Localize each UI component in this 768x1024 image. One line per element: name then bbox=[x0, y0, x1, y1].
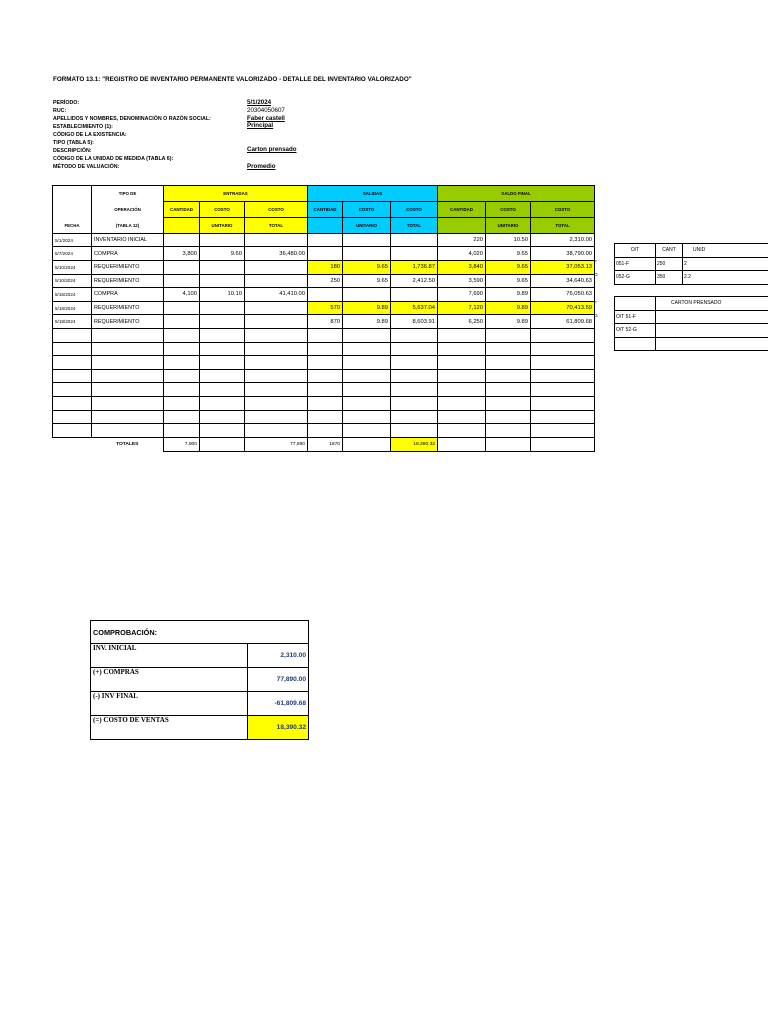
operacion-cell: COMPRA bbox=[92, 288, 164, 302]
periodo-label: PERÍODO: bbox=[53, 100, 80, 106]
costo-ventas-value: 18,390.32 bbox=[248, 716, 309, 740]
carton-header: CARTON PRENSADO bbox=[656, 297, 768, 311]
entradas-blank-header bbox=[164, 218, 200, 234]
cant-header: CANT bbox=[656, 244, 683, 258]
row-tag: G bbox=[594, 314, 598, 319]
salida-ct-cell bbox=[391, 247, 438, 261]
tipo-de-header: TIPO DE bbox=[92, 186, 164, 202]
cant-cell: 250 bbox=[656, 257, 683, 271]
entrada-cu-cell: 10.10 bbox=[200, 288, 245, 302]
saldo-cu-cell: 9.89 bbox=[486, 288, 531, 302]
salida-cantidad-cell: 870 bbox=[308, 315, 343, 329]
total-saldo-ct bbox=[531, 437, 595, 451]
unid-cell: 2.2 bbox=[683, 271, 768, 285]
salidas-costo-total-header: COSTO bbox=[391, 201, 438, 218]
empty-row bbox=[53, 342, 595, 356]
salida-ct-cell: 1,736.87 bbox=[391, 260, 438, 274]
saldo-cantidad-cell: 6,250 bbox=[438, 315, 486, 329]
row-tag: G bbox=[594, 273, 598, 278]
salidas-header: SALIDAS bbox=[308, 186, 438, 202]
table-row bbox=[53, 288, 595, 302]
saldo-costo-total-header: COSTO bbox=[531, 201, 595, 218]
saldo-ct-cell: 2,310.00 bbox=[531, 233, 595, 247]
row-tag: F bbox=[594, 301, 597, 306]
empty-row bbox=[53, 369, 595, 383]
fecha-header-cell bbox=[53, 186, 92, 202]
saldo-cantidad-cell: 3,840 bbox=[438, 260, 486, 274]
ot-cell: 051-F bbox=[615, 257, 656, 271]
inv-final-value: -61,809.68 bbox=[248, 692, 309, 716]
inv-inicial-label: INV. INICIAL bbox=[91, 644, 248, 668]
table-row bbox=[615, 324, 768, 338]
table-row bbox=[615, 337, 768, 351]
metodo-label: MÉTODO DE VALUACIÓN: bbox=[53, 164, 120, 170]
inv-final-label: (-) INV FINAL bbox=[91, 692, 248, 716]
entradas-costo-header: COSTO bbox=[200, 201, 245, 218]
ruc-label: RUC: bbox=[53, 108, 67, 114]
total-entradas-cantidad: 7,900 bbox=[164, 437, 200, 451]
total-entradas-cu bbox=[200, 437, 245, 451]
ot-cell: 052-G bbox=[615, 271, 656, 285]
saldo-cu-cell: 9.65 bbox=[486, 274, 531, 288]
establecimiento-value: Principal bbox=[247, 122, 274, 129]
saldo-cantidad-cell: 3,590 bbox=[438, 274, 486, 288]
entrada-ct-cell bbox=[245, 315, 308, 329]
salidas-total-header: TOTAL bbox=[391, 218, 438, 234]
entrada-ct-cell: 41,410.00 bbox=[245, 288, 308, 302]
entrada-cantidad-cell bbox=[164, 301, 200, 315]
salida-ct-cell bbox=[391, 288, 438, 302]
saldo-ct-cell: 61,809.68 bbox=[531, 315, 595, 329]
compras-value: 77,890.00 bbox=[248, 668, 309, 692]
operacion-header: OPERACIÓN bbox=[92, 201, 164, 218]
salidas-unitario-header: UNITARIO bbox=[343, 218, 391, 234]
ot52-value bbox=[656, 324, 768, 338]
operacion-cell: REQUERIMIENTO bbox=[92, 315, 164, 329]
fecha-header: FECHA bbox=[53, 218, 92, 234]
entrada-ct-cell bbox=[245, 301, 308, 315]
salida-cantidad-cell: 570 bbox=[308, 301, 343, 315]
empty-row bbox=[53, 383, 595, 397]
unidad-medida-label: CÓDIGO DE LA UNIDAD DE MEDIDA (TABLA 6): bbox=[53, 156, 174, 162]
ot-header: O/T bbox=[615, 244, 656, 258]
salida-ct-cell: 2,412.50 bbox=[391, 274, 438, 288]
costo-ventas-label: (=) COSTO DE VENTAS bbox=[91, 716, 248, 740]
salida-cu-cell bbox=[343, 288, 391, 302]
entrada-cu-cell bbox=[200, 301, 245, 315]
total-saldo-cu bbox=[486, 437, 531, 451]
salida-ct-cell: 5,637.04 bbox=[391, 301, 438, 315]
saldo-cu-cell: 9.89 bbox=[486, 301, 531, 315]
salida-cantidad-cell bbox=[308, 288, 343, 302]
saldo-ct-cell: 70,413.59 bbox=[531, 301, 595, 315]
saldo-final-header: SALDO FINAL bbox=[438, 186, 595, 202]
entradas-total-header: TOTAL bbox=[245, 218, 308, 234]
operacion-cell: REQUERIMIENTO bbox=[92, 260, 164, 274]
fecha-cell: 5/15/2024 bbox=[53, 288, 92, 302]
comprobacion-title: COMPROBACIÓN: bbox=[91, 621, 248, 644]
saldo-blank-header bbox=[438, 218, 486, 234]
table-row bbox=[53, 247, 595, 261]
table-row bbox=[53, 315, 595, 329]
saldo-cu-cell: 9.65 bbox=[486, 260, 531, 274]
table-row bbox=[615, 310, 768, 324]
saldo-ct-cell: 37,053.13 bbox=[531, 260, 595, 274]
saldo-cantidad-cell: 220 bbox=[438, 233, 486, 247]
salida-cu-cell bbox=[343, 247, 391, 261]
entrada-cantidad-cell bbox=[164, 315, 200, 329]
empty-cell bbox=[615, 337, 656, 351]
empty-row bbox=[53, 328, 595, 342]
carton-table bbox=[614, 296, 768, 351]
saldo-costo-header: COSTO bbox=[486, 201, 531, 218]
unid-header: UNID bbox=[683, 244, 768, 258]
empty-cell bbox=[656, 337, 768, 351]
entrada-cantidad-cell: 4,100 bbox=[164, 288, 200, 302]
table-row bbox=[53, 274, 595, 288]
operacion-cell: REQUERIMIENTO bbox=[92, 274, 164, 288]
salida-cu-cell bbox=[343, 233, 391, 247]
fecha-cell: 5/1/2024 bbox=[53, 233, 92, 247]
entrada-cu-cell bbox=[200, 260, 245, 274]
razon-social-value: Faber castell bbox=[247, 115, 285, 122]
salida-cantidad-cell: 180 bbox=[308, 260, 343, 274]
table-row bbox=[53, 233, 595, 247]
saldo-unitario-header: UNITARIO bbox=[486, 218, 531, 234]
totals-row bbox=[53, 437, 595, 451]
inventory-table bbox=[52, 185, 595, 452]
entrada-ct-cell bbox=[245, 274, 308, 288]
tabla12-header: (TABLA 12) bbox=[92, 218, 164, 234]
total-entradas-costo: 77,890 bbox=[245, 437, 308, 451]
ot51-cell: O/T 51-F bbox=[615, 310, 656, 324]
comprobacion-table bbox=[90, 620, 309, 740]
entrada-ct-cell bbox=[245, 260, 308, 274]
row-tag: F bbox=[594, 260, 597, 265]
fecha-cell: 5/10/2024 bbox=[53, 260, 92, 274]
saldo-ct-cell: 34,640.63 bbox=[531, 274, 595, 288]
salidas-blank-header bbox=[308, 218, 343, 234]
report-title: FORMATO 13.1: "REGISTRO DE INVENTARIO PERMANENTE VALORIZADO - DETALLE DEL INVENTARIO VALORIZADO" bbox=[53, 76, 412, 83]
fecha-cell: 5/7/2024 bbox=[53, 247, 92, 261]
carton-blank bbox=[615, 297, 656, 311]
table-row bbox=[53, 301, 595, 315]
salida-cu-cell: 9.89 bbox=[343, 315, 391, 329]
entrada-cantidad-cell bbox=[164, 274, 200, 288]
table-row bbox=[615, 257, 768, 271]
saldo-ct-cell: 38,790.00 bbox=[531, 247, 595, 261]
entrada-cantidad-cell bbox=[164, 260, 200, 274]
codigo-existencia-label: CÓDIGO DE LA EXISTENCIA: bbox=[53, 132, 127, 138]
salida-cu-cell: 9.89 bbox=[343, 301, 391, 315]
entradas-cantidad-header: CANTIDAD bbox=[164, 201, 200, 218]
saldo-cantidad-header: CANTIDAD bbox=[438, 201, 486, 218]
totals-label: TOTALES bbox=[116, 441, 139, 447]
salida-cantidad-cell: 250 bbox=[308, 274, 343, 288]
total-salidas-cu bbox=[343, 437, 391, 451]
metodo-value: Promedio bbox=[247, 163, 276, 170]
saldo-cu-cell: 9.65 bbox=[486, 247, 531, 261]
unid-cell: 2 bbox=[683, 257, 768, 271]
saldo-cantidad-cell: 4,020 bbox=[438, 247, 486, 261]
salidas-cantidad-header: CANTIDAD bbox=[308, 201, 343, 218]
total-saldo-cantidad bbox=[438, 437, 486, 451]
salida-cu-cell: 9.65 bbox=[343, 274, 391, 288]
inv-inicial-value: 2,310.00 bbox=[248, 644, 309, 668]
entradas-costo-total-header: COSTO bbox=[245, 201, 308, 218]
cant-cell: 350 bbox=[656, 271, 683, 285]
total-salidas-cantidad: 1870 bbox=[308, 437, 343, 451]
saldo-cantidad-cell: 7,120 bbox=[438, 301, 486, 315]
salida-ct-cell: 8,603.91 bbox=[391, 315, 438, 329]
empty-row bbox=[53, 410, 595, 424]
razon-social-label: APELLIDOS Y NOMBRES, DENOMINACIÓN O RAZÓN SOCIAL: bbox=[53, 116, 211, 122]
table-row bbox=[615, 271, 768, 285]
entradas-header: ENTRADAS bbox=[164, 186, 308, 202]
fecha-header-cell bbox=[53, 201, 92, 218]
saldo-ct-cell: 76,050.63 bbox=[531, 288, 595, 302]
ot-table bbox=[614, 243, 768, 285]
operacion-cell: COMPRA bbox=[92, 247, 164, 261]
operacion-cell: INVENTARIO INICIAL bbox=[92, 233, 164, 247]
salida-cantidad-cell bbox=[308, 233, 343, 247]
saldo-total-header: TOTAL bbox=[531, 218, 595, 234]
fecha-cell: 5/10/2024 bbox=[53, 274, 92, 288]
empty-row bbox=[53, 424, 595, 438]
saldo-cu-cell: 9.89 bbox=[486, 315, 531, 329]
periodo-value: 5/1/2024 bbox=[247, 99, 272, 106]
compras-label: (+) COMPRAS bbox=[91, 668, 248, 692]
saldo-cu-cell: 10.50 bbox=[486, 233, 531, 247]
salida-cantidad-cell bbox=[308, 247, 343, 261]
table-row bbox=[53, 260, 595, 274]
empty-row bbox=[53, 356, 595, 370]
empty-row bbox=[53, 396, 595, 410]
entrada-cu-cell bbox=[200, 315, 245, 329]
total-salidas-costo: 18,390.32 bbox=[391, 437, 438, 451]
salidas-costo-header: COSTO bbox=[343, 201, 391, 218]
entrada-cantidad-cell: 3,800 bbox=[164, 247, 200, 261]
ot52-cell: O/T 52-G bbox=[615, 324, 656, 338]
comprobacion-title-blank bbox=[248, 621, 309, 644]
operacion-cell: REQUERIMIENTO bbox=[92, 301, 164, 315]
entrada-ct-cell bbox=[245, 233, 308, 247]
entrada-cu-cell: 9.60 bbox=[200, 247, 245, 261]
salida-cu-cell: 9.65 bbox=[343, 260, 391, 274]
totals-spacer bbox=[53, 437, 92, 451]
entradas-unitario-header: UNITARIO bbox=[200, 218, 245, 234]
tipo-label: TIPO (TABLA 5): bbox=[53, 140, 94, 146]
entrada-cu-cell bbox=[200, 274, 245, 288]
descripcion-value: Carton prensado bbox=[247, 146, 297, 153]
descripcion-label: DESCRIPCIÓN: bbox=[53, 148, 92, 154]
ot51-value bbox=[656, 310, 768, 324]
entrada-cu-cell bbox=[200, 233, 245, 247]
saldo-cantidad-cell: 7,690 bbox=[438, 288, 486, 302]
ruc-value: 20304050607 bbox=[247, 107, 285, 114]
salida-ct-cell bbox=[391, 233, 438, 247]
fecha-cell: 5/18/2024 bbox=[53, 301, 92, 315]
establecimiento-label: ESTABLECIMIENTO (1): bbox=[53, 124, 113, 130]
entrada-cantidad-cell bbox=[164, 233, 200, 247]
fecha-cell: 5/18/2024 bbox=[53, 315, 92, 329]
entrada-ct-cell: 36,480.00 bbox=[245, 247, 308, 261]
